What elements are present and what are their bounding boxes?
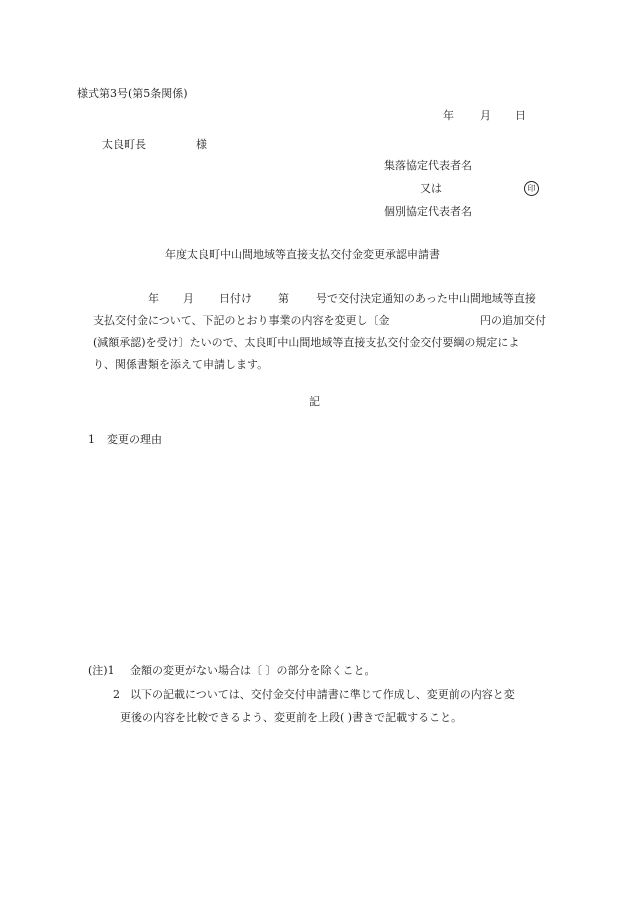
form-number: 様式第3号(第5条関係): [77, 87, 188, 100]
document-title: 年度太良町中山間地域等直接支払交付金変更承認申請書: [165, 248, 440, 261]
body-line2a: 支払交付金について、下記のとおり事業の内容を変更し〔金: [93, 314, 390, 327]
note2-number: 2: [113, 688, 120, 701]
body-year-label: 年: [148, 292, 159, 305]
body-line4: り、関係書類を添えて申請します。: [93, 358, 269, 371]
note1-text: 金額の変更がない場合は〔 〕の部分を除くこと。: [130, 664, 376, 677]
ki-heading: 記: [309, 395, 320, 408]
body-line1-rest: 号で交付決定通知のあった中山間地域等直接: [316, 292, 536, 305]
addressee-honorific: 様: [196, 138, 207, 151]
date-month-label: 月: [480, 109, 491, 122]
body-dated-label: 日付け: [219, 292, 252, 305]
section1-number: 1: [88, 433, 95, 446]
section1-label: 変更の理由: [107, 433, 162, 446]
individual-representative-label: 個別協定代表者名: [384, 205, 472, 218]
body-month-label: 月: [183, 292, 194, 305]
or-label: 又は: [420, 182, 442, 195]
date-year-label: 年: [443, 109, 454, 122]
community-representative-label: 集落協定代表者名: [384, 159, 472, 172]
date-day-label: 日: [515, 109, 526, 122]
body-line3: (減額承認)を受け〕たいので、太良町中山間地域等直接支払交付金交付要綱の規定によ: [93, 336, 520, 349]
seal-icon: 印: [524, 181, 539, 196]
seal-mark: [524, 181, 539, 196]
body-line2b: 円の追加交付: [480, 314, 546, 327]
note2-text-line1: 以下の記載については、交付金交付申請書に準じて作成し、変更前の内容と変: [130, 688, 515, 701]
note2-text-line2: 更後の内容を比較できるよう、変更前を上段( )書きで記載すること。: [120, 711, 463, 724]
note1-label: (注)1: [88, 664, 115, 677]
addressee-name: 太良町長: [102, 138, 146, 151]
body-number-prefix: 第: [278, 292, 289, 305]
